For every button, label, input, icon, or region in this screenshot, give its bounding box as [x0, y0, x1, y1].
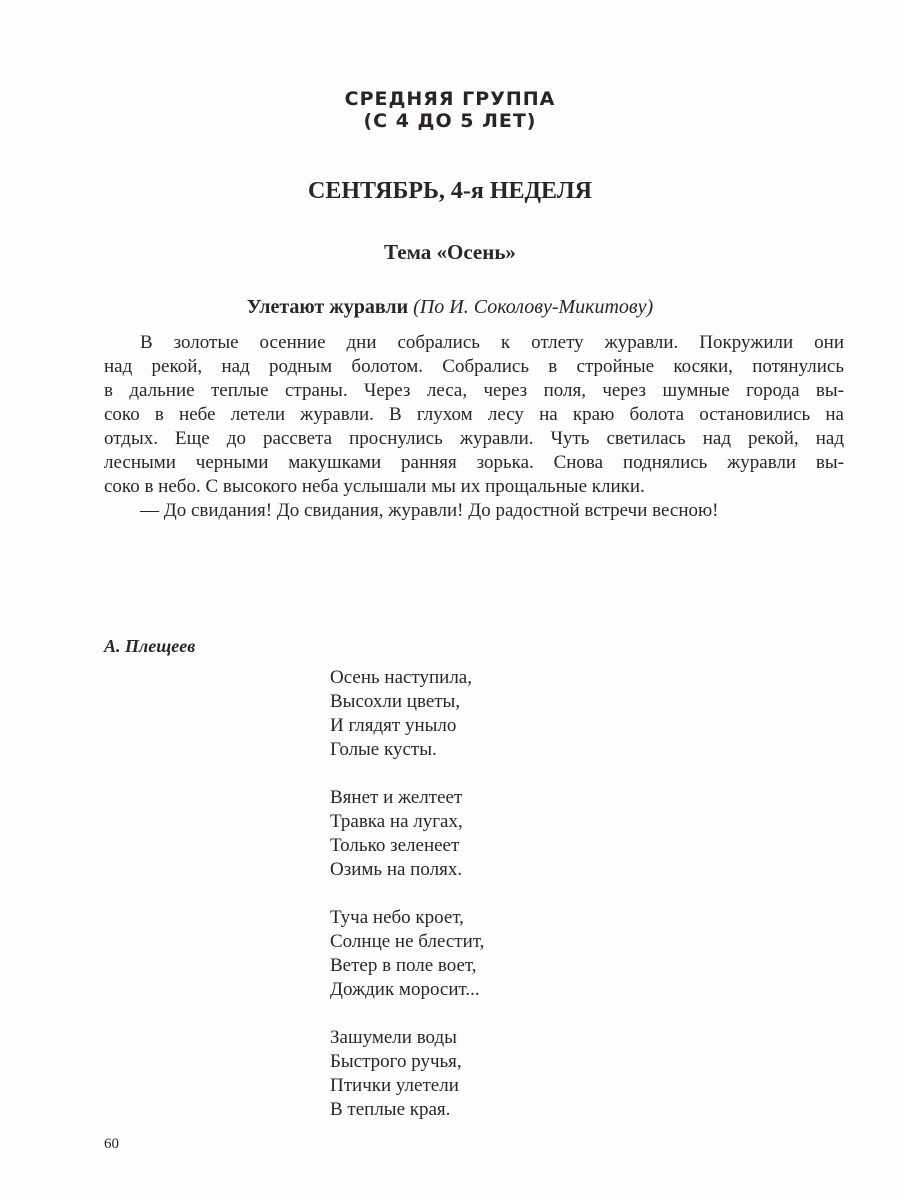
story-line: В золотые осенние дни собрались к отлету журавли. Покружили они	[140, 332, 844, 353]
poem-stanza	[330, 786, 484, 882]
poem-stanza	[330, 906, 484, 1002]
poem-line: Быстрого ручья,	[330, 1051, 462, 1072]
poem-line: Дождик моросит...	[330, 979, 480, 1000]
poem-line: Травка на лугах,	[330, 811, 463, 832]
poem-stanza	[330, 1026, 484, 1122]
poem-line: И глядят уныло	[330, 715, 457, 736]
story-line: соко в небе летели журавли. В глухом лесу на краю болота остановились на	[104, 404, 844, 425]
poem-line: Солнце не блестит,	[330, 931, 485, 952]
age-range: (С 4 ДО 5 ЛЕТ)	[363, 110, 537, 132]
month-week-heading: СЕНТЯБРЬ, 4-я НЕДЕЛЯ	[308, 178, 592, 204]
story-line: соко в небо. С высокого неба услышали мы их прощальные клики.	[104, 476, 645, 497]
poem	[330, 666, 484, 1146]
poem-line: Высохли цветы,	[330, 691, 461, 712]
group-title: СРЕДНЯЯ ГРУППА	[344, 88, 556, 110]
poem-line: Осень наступила,	[330, 667, 472, 688]
poem-line: Только зеленеет	[330, 835, 460, 856]
story-line: лесными черными макушками ранняя зорька. Снова поднялись журавли вы-	[104, 452, 844, 473]
theme-heading: Тема «Осень»	[384, 240, 516, 264]
section-heading	[0, 88, 900, 132]
story-closing: — До свидания! До свидания, журавли! До радостной встречи весною!	[140, 500, 719, 521]
poem-line: Озимь на полях.	[330, 859, 463, 880]
poem-line: Зашумели воды	[330, 1027, 457, 1048]
story-paragraph	[104, 331, 844, 523]
story-line: над рекой, над родным болотом. Собрались в стройные косяки, потянулись	[104, 356, 844, 377]
poem-author: А. Плещеев	[104, 636, 196, 656]
story-source: (По И. Соколову-Микитову)	[413, 296, 654, 318]
story-title-text: Улетают журавли	[246, 296, 409, 318]
poem-line: Вянет и желтеет	[330, 787, 463, 808]
poem-line: В теплые края.	[330, 1099, 451, 1120]
poem-line: Туча небо кроет,	[330, 907, 464, 928]
poem-line: Голые кусты.	[330, 739, 437, 760]
story-line: в дальние теплые страны. Через леса, через поля, через шумные города вы-	[104, 380, 844, 401]
poem-stanza	[330, 666, 484, 762]
page-number: 60	[104, 1136, 119, 1152]
poem-line: Ветер в поле воет,	[330, 955, 477, 976]
story-title	[0, 296, 900, 319]
poem-line: Птички улетели	[330, 1075, 459, 1096]
story-line: отдых. Еще до рассвета проснулись журавли. Чуть светилась над рекой, над	[104, 428, 844, 449]
